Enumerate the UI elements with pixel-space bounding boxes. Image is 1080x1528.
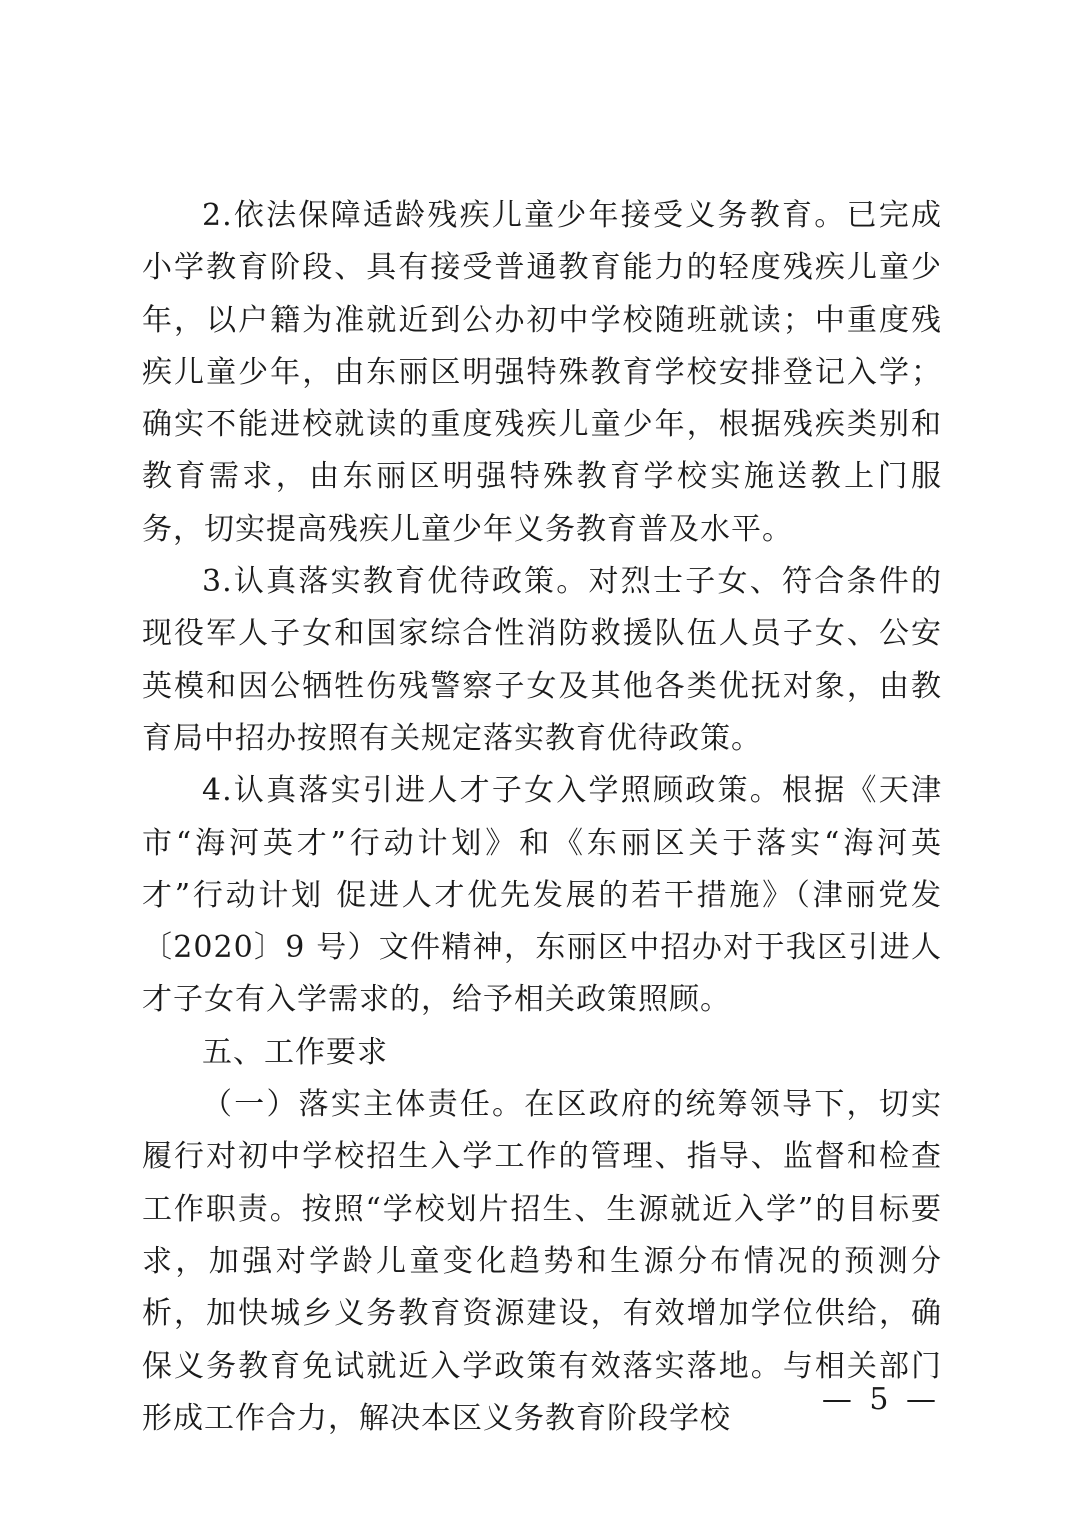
document-body: [142, 190, 942, 1445]
section-heading-work-requirements: 五、工作要求: [202, 1034, 388, 1070]
paragraph-preferential-policy: 3.认真落实教育优待政策。对烈士子女、符合条件的现役军人子女和国家综合性消防救援队伍人员子女、公安英模和因公牺牲伤残警察子女及其他各类优抚对象，由教育局中招办按照有关规定落实教育优待政策。: [142, 564, 942, 756]
page-number: — 5 —: [821, 1382, 940, 1417]
paragraph-talent-children-policy: 4.认真落实引进人才子女入学照顾政策。根据《天津市“海河英才”行动计划》和《东丽区关于落实“海河英才”行动计划 促进人才优先发展的若干措施》（津丽党发〔2020〕9 号）文件精神，东丽区中招办对于我区引进人才子女有入学需求的，给予相关政策照顾。: [142, 773, 942, 1018]
paragraph-disabled-children-education: 2.依法保障适龄残疾儿童少年接受义务教育。已完成小学教育阶段、具有接受普通教育能力的轻度残疾儿童少年，以户籍为准就近到公办初中学校随班就读；中重度残疾儿童少年，由东丽区明强特殊教育学校安排登记入学；确实不能进校就读的重度残疾儿童少年，根据残疾类别和教育需求，由东丽区明强特殊教育学校实施送教上门服务，切实提高残疾儿童少年义务教育普及水平。: [142, 198, 942, 547]
paragraph-main-responsibility: （一）落实主体责任。在区政府的统筹领导下，切实履行对初中学校招生入学工作的管理、指导、监督和检查工作职责。按照“学校划片招生、生源就近入学”的目标要求，加强对学龄儿童变化趋势和生源分布情况的预测分析，加快城乡义务教育资源建设，有效增加学位供给，确保义务教育免试就近入学政策有效落实落地。与相关部门形成工作合力，解决本区义务教育阶段学校: [142, 1087, 942, 1436]
